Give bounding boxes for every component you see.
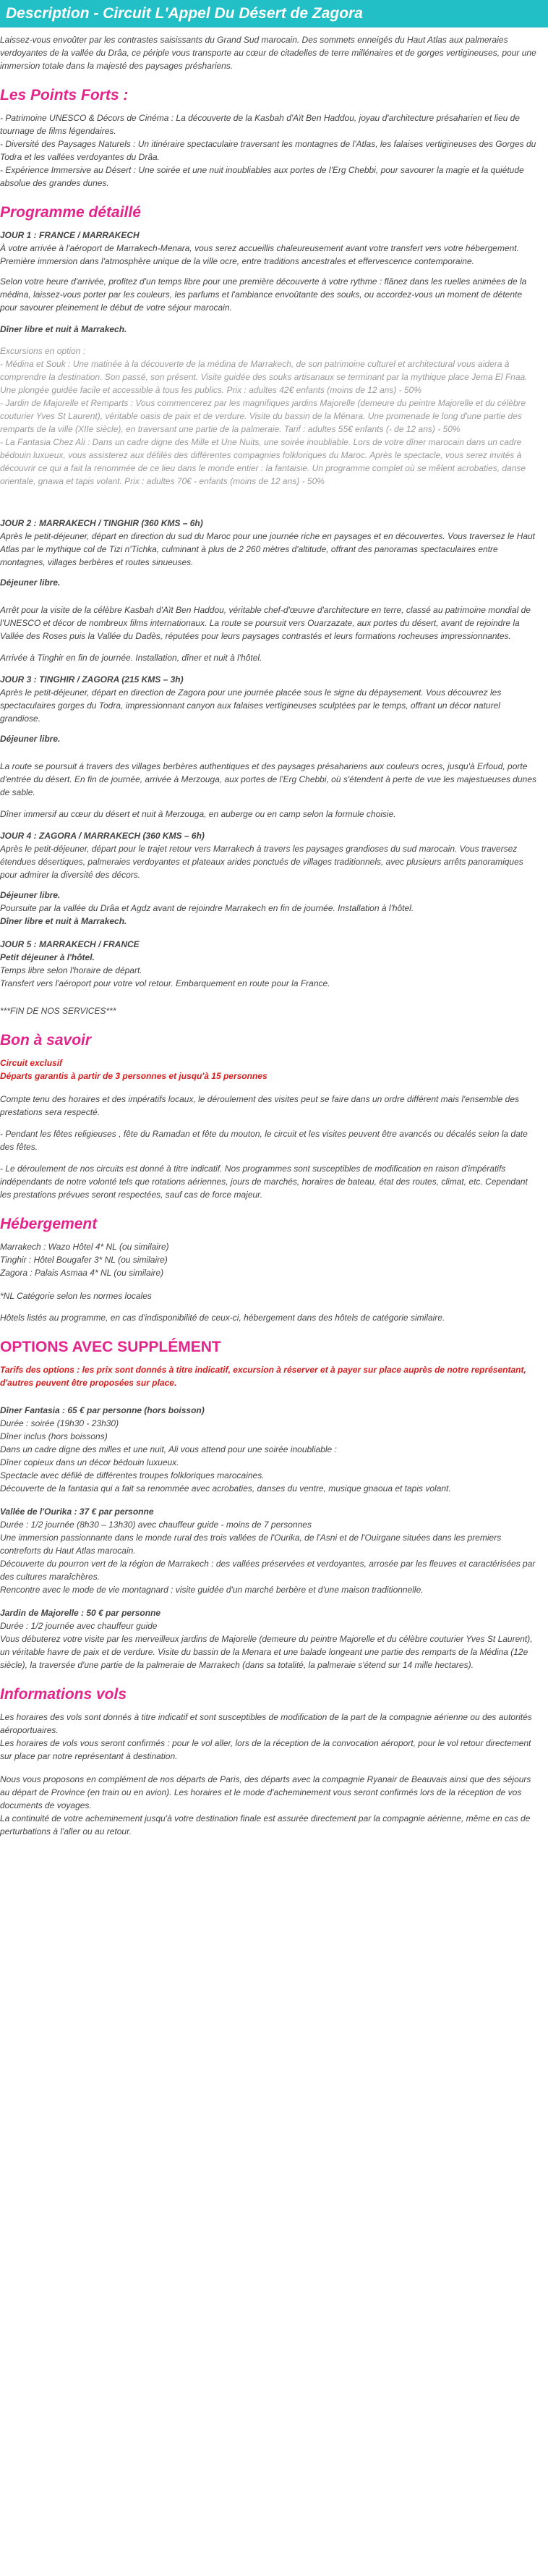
vols-block-2	[0, 1773, 538, 1838]
day2-arrival: Arrivée à Tinghir en fin de journée. Installation, dîner et nuit à l'hôtel.	[0, 653, 262, 663]
day2-title: JOUR 2 : MARRAKECH / TINGHIR (360 KMS – 6h)	[0, 518, 203, 528]
day4-text: Après le petit-déjeuner, départ pour le trajet retour vers Marrakech à travers les paysages grandioses du sud marocain. Vous traversez étendues désertiques, palmeraies verdoyantes et plateaux arides ponctués de villages traditionnels, avec plusieurs arrêts panoramiques pour admirer la diversité des décors.	[0, 844, 523, 880]
day3-text: La route se poursuit à travers des villages berbères authentiques et des paysages présahariens aux couleurs ocres, jusqu'à Erfoud, porte d'entrée du désert. En fin de journée, arrivée à Merzouga, aux portes de l'Erg Chebbi, où s'étendent à perte de vue les majestueuses dunes de sable.	[0, 761, 537, 797]
points-forts-item: - Expérience Immersive au Désert : Une soirée et une nuit inoubliables aux portes de l'Erg Chebbi, pour savourer la magie et la quiétude absolue des grandes dunes.	[0, 165, 524, 188]
day3-text: Après le petit-déjeuner, départ en direction de Zagora pour une journée placée sous le signe du dépaysement. Vous découvrez les spectaculaires gorges du Todra, impressionnant canyon aux falaises vertigineuses sculptées par le temps, offrant un décor naturel grandiose.	[0, 687, 502, 724]
option-line: Découverte du pourron vert de la région de Marrakech : des vallées préservées et verdoyantes, arrosée par les fleuves et caractérisées par des cultures maraîchères.	[0, 1559, 536, 1582]
vols-text: Les horaires de vols vous seront confirmés : pour le vol aller, lors de la réception de la convocation aéroport, pour le vol retour directement sur place par notre représentant à destination.	[0, 1738, 531, 1761]
excursion-item: - La Fantasia Chez Ali : Dans un cadre digne des Mille et Une Nuits, une soirée inoubliable. Lors de votre dîner marocain dans un cadre bédouin luxueux, vous assisterez aux défilés des différentes compagnies folkloriques du Maroc. Après le spectacle, vous serez invités à découvrir ce qui a fait la renommée de ce lieu dans le monde entier : la fantaisie. Un programme complet où se mêlent acrobaties, danse orientale, gnawa et tapis volant. Prix : adultes 70€ - enfants (moins de 12 ans) - 50%	[0, 437, 526, 486]
option-fantasia	[0, 1404, 538, 1495]
option-line: Découverte de la fantasia qui a fait sa renommée avec acrobaties, danses du ventre, musique gnaoua et tapis volant.	[0, 1483, 451, 1494]
programme-heading: Programme détaillé	[0, 204, 141, 221]
title-banner	[0, 0, 548, 27]
day1-text: Selon votre heure d'arrivée, profitez d'un temps libre pour une première découverte à votre rythme : flânez dans les ruelles animées de la médina, laissez-vous porter par les couleurs, les parfums et l'ambiance envoûtante des souks, ou accordez-vous un moment de détente pour savourer pleinement le début de votre séjour marocain.	[0, 276, 527, 313]
option-line: Une immersion passionnante dans le monde rural des trois vallées de l'Ourika, de l'Asni et de l'Ouirgane situées dans les premiers contreforts du Haut Atlas marocain.	[0, 1533, 502, 1556]
day1-dinner: Dîner libre et nuit à Marrakech.	[0, 324, 127, 334]
option-line: Durée : soirée (19h30 - 23h30)	[0, 1418, 119, 1428]
day4-block	[0, 829, 538, 881]
excursion-item: - Jardin de Majorelle et Remparts : Vous commencerez par les magnifiques jardins Majorelle (demeure du peintre Majorelle et du célèbre couturier Yves St Laurent), véritable oasis de paix et de verdure. Visite du bassin de la Ménara. Une promenade le long d'une partie des remparts de la ville (XIIe siècle), en traversant une partie de la palmeraie. Tarif : adultes 55€ enfants (- de 12 ans) - 50%	[0, 398, 526, 434]
vols-text: La continuité de votre acheminement jusqu'à votre destination finale est assurée directement par la compagnie aérienne, même en cas de perturbations à l'aller ou au retour.	[0, 1813, 531, 1836]
hebergement-heading: Hébergement	[0, 1216, 98, 1232]
bon-a-savoir-text: Compte tenu des horaires et des impératifs locaux, le déroulement des visites peut se faire dans un ordre différent mais l'ensemble des prestations sera respecté.	[0, 1094, 520, 1117]
day5-breakfast: Petit déjeuner à l'hôtel.	[0, 952, 95, 962]
content	[0, 33, 538, 1848]
day1-text: À votre arrivée à l'aéroport de Marrakech-Menara, vous serez accueillis chaleureusement avant votre transfert vers votre hébergement. Première immersion dans l'atmosphère unique de la ville ocre, entre traditions ancestrales et effervescence contemporaine.	[0, 243, 519, 266]
points-forts-item: - Patrimoine UNESCO & Décors de Cinéma : La découverte de la Kasbah d'Aït Ben Haddou, joyau d'architecture présaharien et lieu de tournage de films légendaires.	[0, 113, 520, 136]
hotel-note: *NL Catégorie selon les normes locales	[0, 1291, 152, 1301]
points-forts-list	[0, 111, 538, 190]
day5-block	[0, 938, 538, 990]
bon-a-savoir-heading: Bon à savoir	[0, 1032, 92, 1048]
day5-text: Transfert vers l'aéroport pour votre vol retour. Embarquement en route pour la France.	[0, 978, 330, 988]
day2-text: Après le petit-déjeuner, départ en direction du sud du Maroc pour une journée riche en paysages et en découvertes. Vous traversez le Haut Atlas par le mythique col de Tizi n'Tichka, culminant à plus de 2 260 mètres d'altitude, offrant des panoramas spectaculaires entre montagnes, villages berbères et routes sinueuses.	[0, 531, 536, 567]
vols-text: Nous vous proposons en complément de nos départs de Paris, des départs avec la compagnie Ryanair de Beauvais ainsi que des séjours au départ de Province (en train ou en avion). Les horaires et le mode d'acheminement vous seront confirmés lors de la réception de vos documents de voyages.	[0, 1774, 531, 1810]
day4-text: Poursuite par la vallée du Drâa et Agdz avant de rejoindre Marrakech en fin de journée. Installation à l'hôtel.	[0, 903, 414, 913]
page-title: Description - Circuit L'Appel Du Désert de Zagora	[6, 5, 363, 22]
hotel-item: Zagora : Palais Asmaa 4* NL (ou similaire)	[0, 1268, 164, 1278]
option-line: Spectacle avec défilé de différentes troupes folkloriques marocaines.	[0, 1470, 265, 1480]
excursions-title: Excursions en option :	[0, 346, 86, 356]
day3-block	[0, 673, 538, 725]
day2-block	[0, 517, 538, 569]
day3-dinner: Dîner immersif au cœur du désert et nuit à Merzouga, en auberge ou en camp selon la formule choisie.	[0, 809, 396, 819]
vols-block-1	[0, 1711, 538, 1763]
hotel-item: Tinghir : Hôtel Bougafer 3* NL (ou similaire)	[0, 1255, 168, 1265]
option-ourika	[0, 1505, 538, 1596]
day1-block	[0, 229, 538, 268]
option-title: Dîner Fantasia : 65 € par personne (hors boisson)	[0, 1405, 205, 1415]
points-forts-item: - Diversité des Paysages Naturels : Un itinéraire spectaculaire traversant les montagnes de l'Atlas, les falaises vertigineuses des Gorges du Todra et les vallées verdoyantes du Drâa.	[0, 139, 536, 162]
vols-text: Les horaires des vols sont donnés à titre indicatif et sont susceptibles de modification de la part de la compagnie aérienne ou des autorités aéroportuaires.	[0, 1712, 532, 1735]
intro-text: Laissez-vous envoûter par les contrastes saisissants du Grand Sud marocain. Des sommets enneigés du Haut Atlas aux palmeraies verdoyantes de la vallée du Drâa, ce périple vous transporte au cœur de citadelles de terre millénaires et de gorges vertigineuses, pour une immersion totale dans la majesté des paysages préshariens.	[0, 35, 536, 71]
day4-dinner: Dîner libre et nuit à Marrakech.	[0, 916, 127, 926]
bon-a-savoir-text: - Le déroulement de nos circuits est donné à titre indicatif. Nos programmes sont susceptibles de modification en raison d'impératifs indépendants de notre volonté tels que rotations aériennes, jours de marchés, horaires de bateau, état des routes, climat, etc. Cependant les prestations prévues seront respectées, sauf cas de force majeur.	[0, 1164, 528, 1200]
end-of-services: ***FIN DE NOS SERVICES***	[0, 1006, 116, 1016]
points-forts-heading: Les Points Forts :	[0, 87, 129, 103]
guaranteed-departures: Départs garantis à partir de 3 personnes et jusqu'à 15 personnes	[0, 1071, 267, 1081]
option-majorelle	[0, 1606, 538, 1672]
option-line: Dans un cadre digne des milles et une nuit, Ali vous attend pour une soirée inoubliable :	[0, 1444, 337, 1454]
exclusive-label: Circuit exclusif	[0, 1058, 63, 1068]
option-title: Vallée de l'Ourika : 37 € par personne	[0, 1507, 154, 1517]
day4-title: JOUR 4 : ZAGORA / MARRAKECH (360 KMS – 6h)	[0, 831, 205, 841]
vols-heading: Informations vols	[0, 1686, 127, 1703]
hotel-item: Marrakech : Wazo Hôtel 4* NL (ou similaire)	[0, 1242, 169, 1252]
option-line: Dîner copieux dans un décor bédouin luxueux.	[0, 1457, 179, 1467]
option-line: Durée : 1/2 journée avec chauffeur guide	[0, 1621, 158, 1631]
option-line: Dîner inclus (hors boissons)	[0, 1431, 108, 1441]
day5-text: Temps libre selon l'horaire de départ.	[0, 965, 142, 975]
excursion-item: - Médina et Souk : Une matinée à la découverte de la médina de Marrakech, de son patrimoine culturel et architectural vous aidera à comprendre la destination. Son passé, son présent. Visite guidée des souks artisanaux se terminant par la mythique place Jema El Fnaa. Une plongée guidée facile et accessible à tous les publics. Prix : adultes 42€ enfants (moins de 12 ans) - 50%	[0, 359, 528, 395]
hotel-list	[0, 1240, 538, 1279]
excursions-block	[0, 344, 538, 488]
option-line: Durée : 1/2 journée (8h30 – 13h30) avec chauffeur guide - moins de 7 personnes	[0, 1520, 312, 1530]
day3-title: JOUR 3 : TINGHIR / ZAGORA (215 KMS – 3h)	[0, 674, 184, 685]
option-line: Rencontre avec le mode de vie montagnard : visite guidée d'un marché berbère et d'une maison traditionnelle.	[0, 1585, 424, 1595]
day3-lunch: Déjeuner libre.	[0, 734, 61, 744]
day2-lunch: Déjeuner libre.	[0, 577, 61, 588]
bon-a-savoir-highlight	[0, 1056, 538, 1082]
day4-end-block	[0, 889, 538, 928]
day1-title: JOUR 1 : FRANCE / MARRAKECH	[0, 230, 140, 240]
bon-a-savoir-text: - Pendant les fêtes religieuses , fête du Ramadan et fête du mouton, le circuit et les visites peuvent être avancés ou décalés selon la date des fêtes.	[0, 1129, 528, 1152]
day2-text: Arrêt pour la visite de la célèbre Kasbah d'Aït Ben Haddou, véritable chef-d'œuvre d'architecture en terre, classé au patrimoine mondial de l'UNESCO et décor de nombreux films internationaux. La route se poursuit vers Ouarzazate, aux portes du désert, avant de rejoindre la Vallée des Roses puis la Vallée du Dadès, réputées pour leurs paysages contrastés et leurs formations rocheuses impressionnantes.	[0, 605, 531, 641]
option-line: Vous débuterez votre visite par les merveilleux jardins de Majorelle (demeure du peintre Majorelle et du célèbre couturier Yves St Laurent), un véritable havre de paix et de verdure. Visite du bassin de la Menara et une balade longeant une partie des remparts de la Médina (12e siècle), la traversée d'une partie de la palmeraie de Marrakech (dans sa totalité, la palmeraie s'étend sur 14 mille hectares).	[0, 1634, 533, 1670]
options-pricing-note: Tarifs des options : les prix sont donnés à titre indicatif, excursion à réserver et à payer sur place auprès de notre représentant, d'autres peuvent être proposées sur place.	[0, 1365, 526, 1388]
day4-lunch: Déjeuner libre.	[0, 890, 61, 900]
hotel-text: Hôtels listés au programme, en cas d'indisponibilité de ceux-ci, hébergement dans des hôtels de catégorie similaire.	[0, 1313, 445, 1323]
day5-title: JOUR 5 : MARRAKECH / FRANCE	[0, 939, 140, 949]
option-title: Jardin de Majorelle : 50 € par personne	[0, 1608, 161, 1618]
options-heading: OPTIONS AVEC SUPPLÉMENT	[0, 1339, 221, 1355]
